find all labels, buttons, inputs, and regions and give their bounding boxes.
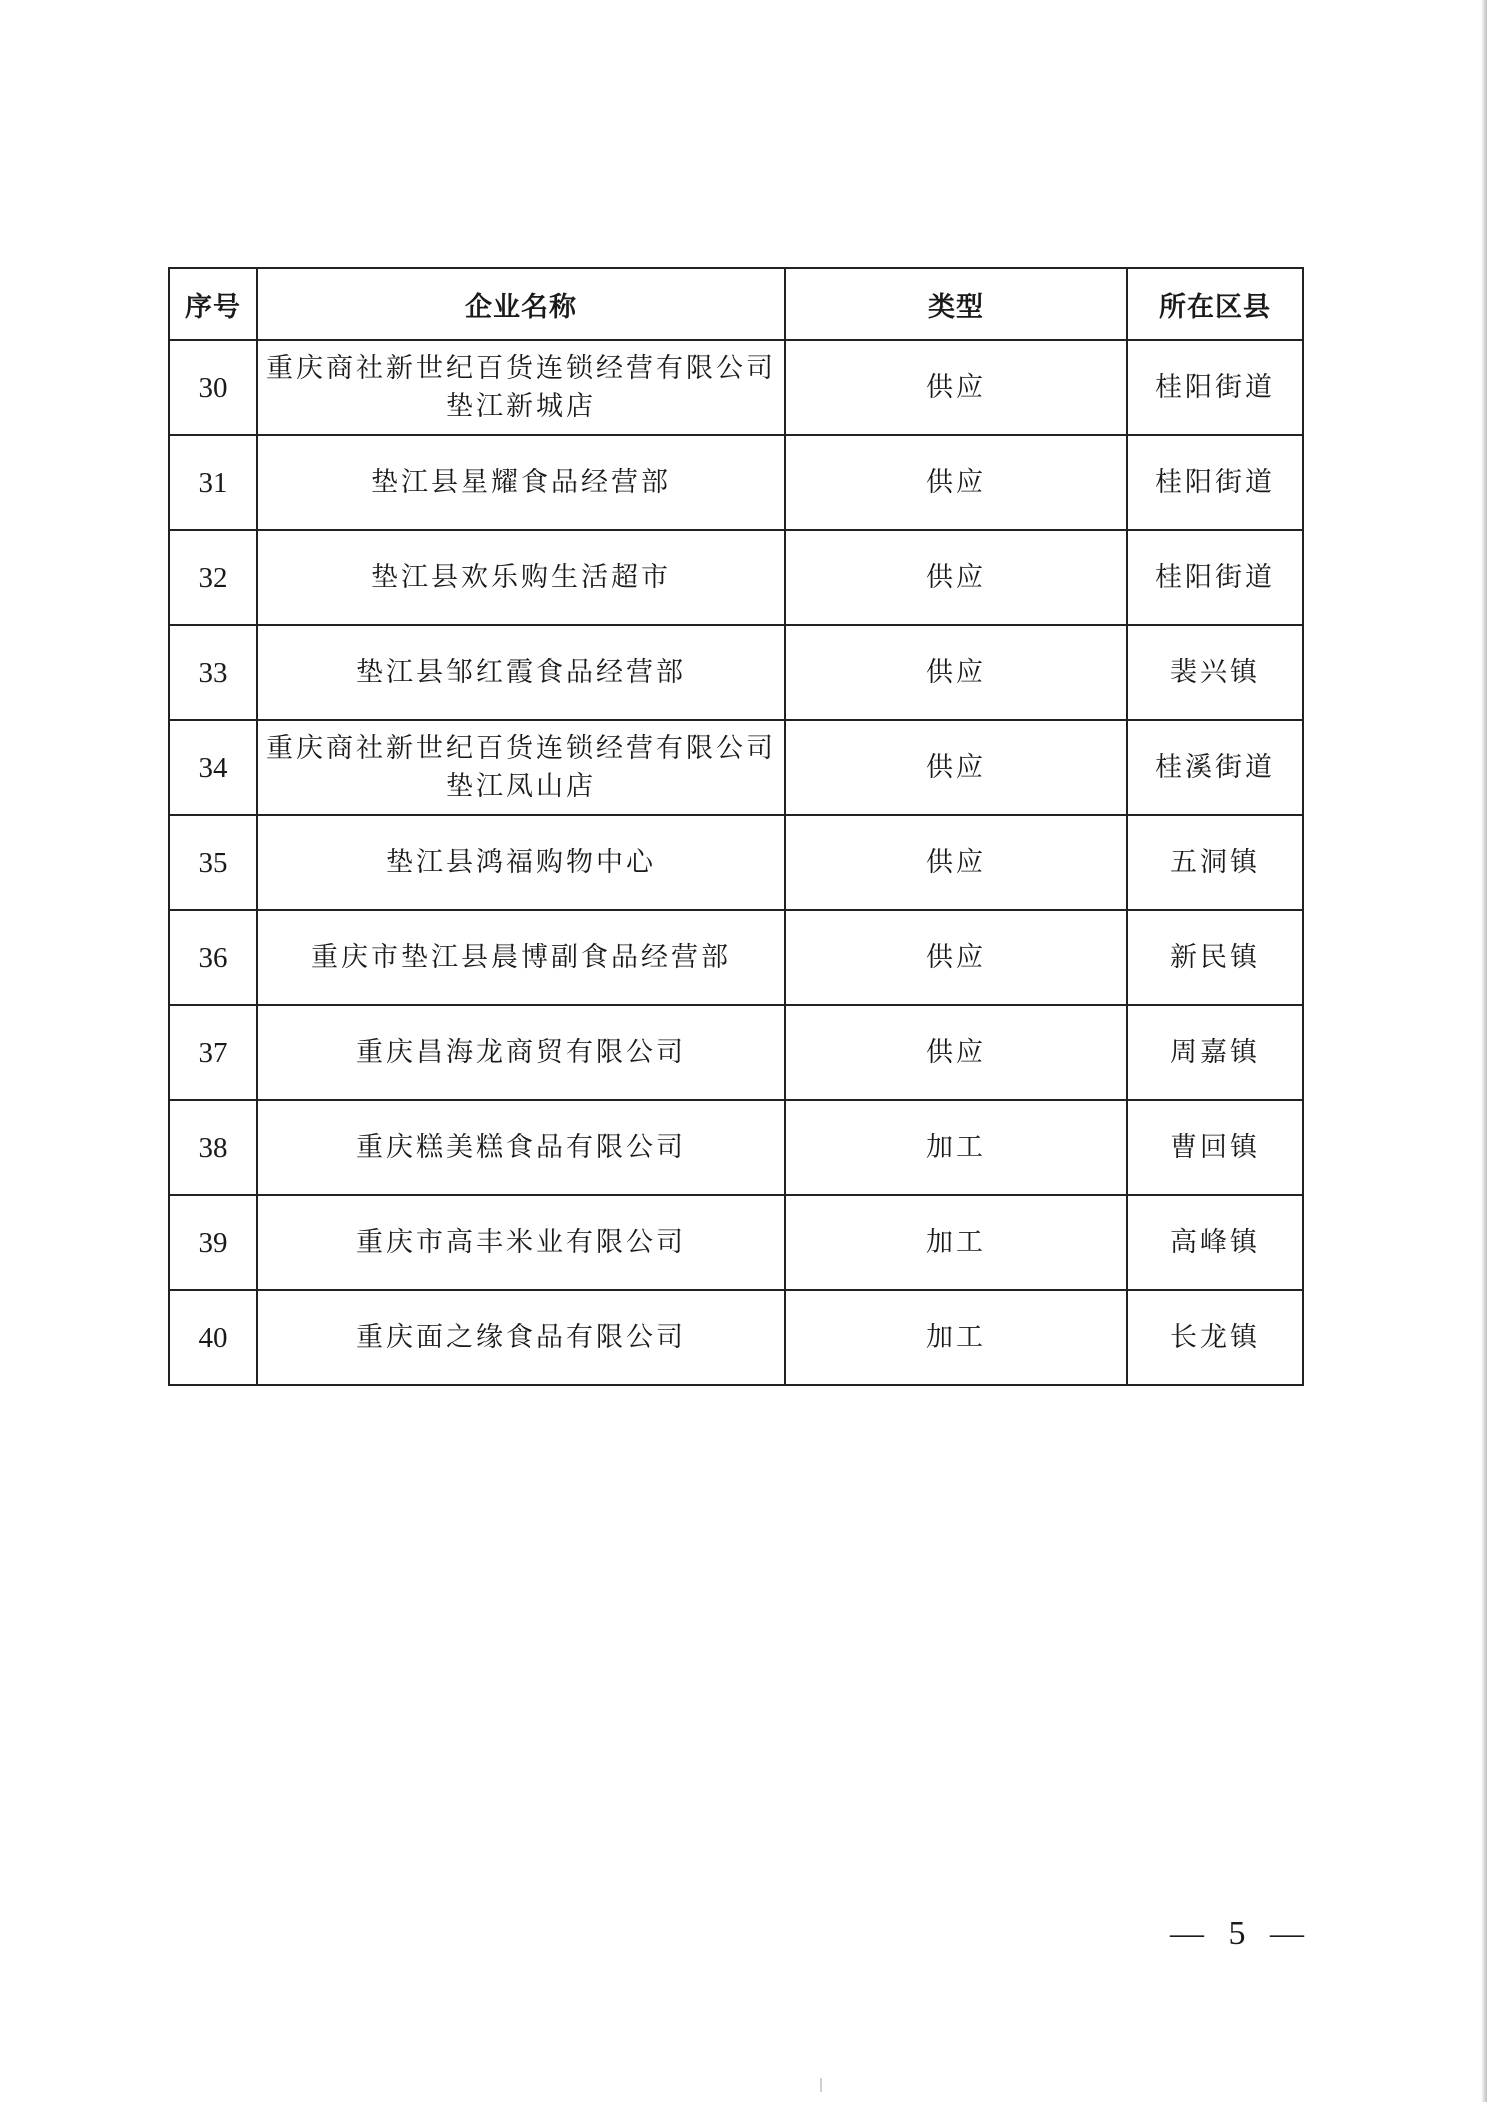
- table-row: [169, 625, 1303, 720]
- cell-enterprise-name: 垫江县星耀食品经营部: [257, 435, 785, 530]
- table-row: [169, 910, 1303, 1005]
- enterprise-table: [168, 267, 1304, 1386]
- cell-serial: 34: [169, 720, 257, 815]
- cell-enterprise-name: 重庆市垫江县晨博副食品经营部: [257, 910, 785, 1005]
- header-serial: 序号: [169, 268, 257, 340]
- cell-serial: 33: [169, 625, 257, 720]
- cell-serial: 36: [169, 910, 257, 1005]
- table-row: [169, 530, 1303, 625]
- cell-district: 裴兴镇: [1127, 625, 1303, 720]
- cell-enterprise-name: 重庆糕美糕食品有限公司: [257, 1100, 785, 1195]
- table-row: [169, 1005, 1303, 1100]
- cell-serial: 35: [169, 815, 257, 910]
- cell-district: 周嘉镇: [1127, 1005, 1303, 1100]
- table-header: [169, 268, 1303, 340]
- cell-type: 供应: [785, 435, 1127, 530]
- table-body: [169, 340, 1303, 1385]
- table-row: [169, 340, 1303, 435]
- header-row: [169, 268, 1303, 340]
- table-row: [169, 815, 1303, 910]
- cell-district: 长龙镇: [1127, 1290, 1303, 1385]
- table-row: [169, 435, 1303, 530]
- table-row: [169, 1100, 1303, 1195]
- cell-enterprise-name: 垫江县邹红霞食品经营部: [257, 625, 785, 720]
- header-district: 所在区县: [1127, 268, 1303, 340]
- cell-serial: 30: [169, 340, 257, 435]
- cell-type: 加工: [785, 1290, 1127, 1385]
- cell-type: 加工: [785, 1100, 1127, 1195]
- cell-district: 五洞镇: [1127, 815, 1303, 910]
- table-row: [169, 720, 1303, 815]
- cell-enterprise-name: 垫江县欢乐购生活超市: [257, 530, 785, 625]
- cell-enterprise-name: 垫江县鸿福购物中心: [257, 815, 785, 910]
- header-type: 类型: [785, 268, 1127, 340]
- cell-serial: 37: [169, 1005, 257, 1100]
- cell-type: 供应: [785, 625, 1127, 720]
- page-number: — 5 —: [1170, 1915, 1312, 1952]
- cell-enterprise-name: 重庆面之缘食品有限公司: [257, 1290, 785, 1385]
- cell-type: 供应: [785, 910, 1127, 1005]
- cell-type: 供应: [785, 340, 1127, 435]
- cell-district: 桂溪街道: [1127, 720, 1303, 815]
- cell-type: 加工: [785, 1195, 1127, 1290]
- table-row: [169, 1290, 1303, 1385]
- cell-type: 供应: [785, 530, 1127, 625]
- page-edge: [1481, 0, 1487, 2102]
- cell-district: 曹回镇: [1127, 1100, 1303, 1195]
- cell-enterprise-name: 重庆昌海龙商贸有限公司: [257, 1005, 785, 1100]
- table-row: [169, 1195, 1303, 1290]
- cell-serial: 40: [169, 1290, 257, 1385]
- cell-district: 桂阳街道: [1127, 435, 1303, 530]
- cell-enterprise-name: 重庆市高丰米业有限公司: [257, 1195, 785, 1290]
- cell-serial: 38: [169, 1100, 257, 1195]
- cell-serial: 39: [169, 1195, 257, 1290]
- cell-district: 桂阳街道: [1127, 340, 1303, 435]
- cell-serial: 32: [169, 530, 257, 625]
- cell-district: 桂阳街道: [1127, 530, 1303, 625]
- cell-enterprise-name: 重庆商社新世纪百货连锁经营有限公司垫江新城店: [257, 340, 785, 435]
- scan-speck: [820, 2078, 822, 2092]
- cell-district: 高峰镇: [1127, 1195, 1303, 1290]
- cell-district: 新民镇: [1127, 910, 1303, 1005]
- cell-serial: 31: [169, 435, 257, 530]
- cell-type: 供应: [785, 720, 1127, 815]
- header-enterprise-name: 企业名称: [257, 268, 785, 340]
- enterprise-table-container: [168, 267, 1304, 1386]
- cell-type: 供应: [785, 1005, 1127, 1100]
- cell-enterprise-name: 重庆商社新世纪百货连锁经营有限公司垫江凤山店: [257, 720, 785, 815]
- cell-type: 供应: [785, 815, 1127, 910]
